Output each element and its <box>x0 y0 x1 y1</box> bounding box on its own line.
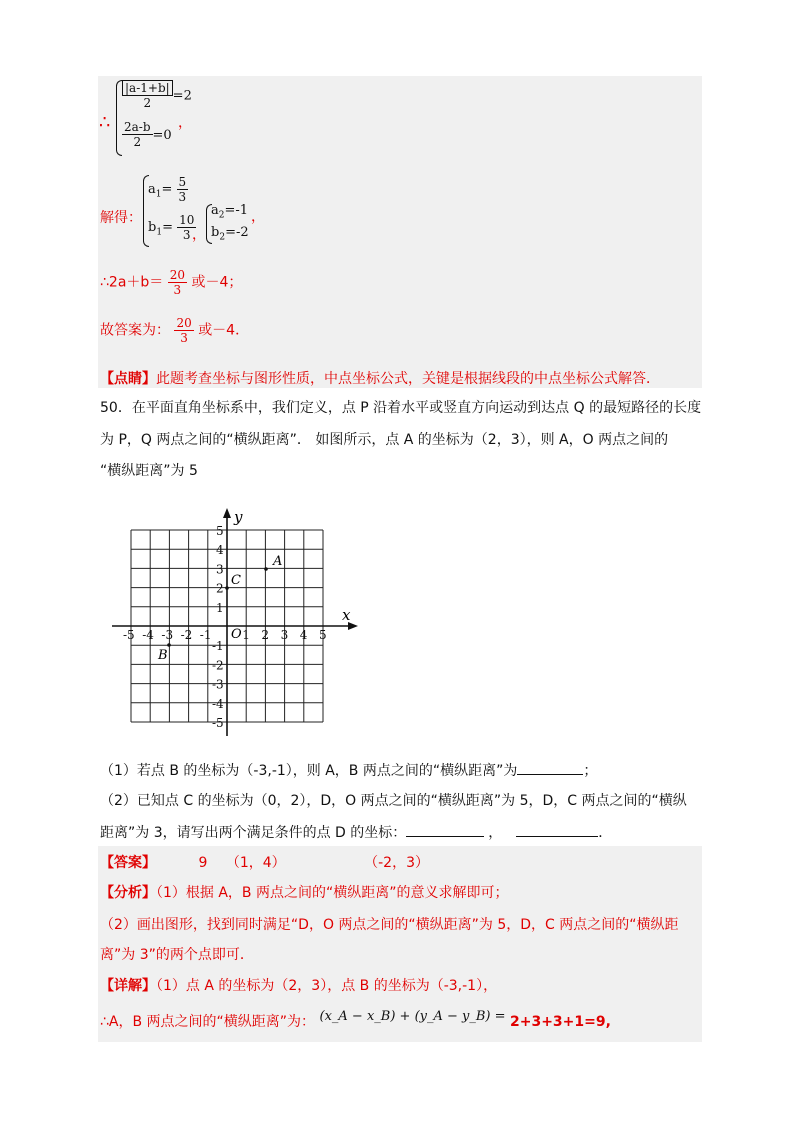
point-B-label: B <box>158 648 168 663</box>
y-tick-label: 1 <box>216 600 224 615</box>
x-tick-label: -1 <box>199 628 212 642</box>
analysis-line-1: 【分析】（1）根据 A，B 两点之间的“横纵距离”的意义求解即可； <box>100 885 509 901</box>
therefore-symbol: ∴ <box>99 112 111 133</box>
answer-line: 故答案为： $\frac{20}{3}$ 或－4． <box>100 316 250 345</box>
result-line: ∴2a＋b＝ $\frac{20}{3}$ 或－4； <box>100 268 243 297</box>
solution-b1: $b_1=$ $\frac{10}{3}$ <box>148 213 195 242</box>
y-tick-label: -2 <box>212 658 224 673</box>
answer-blank-3[interactable] <box>516 822 598 837</box>
detail-line-1: 【详解】（1）点 A 的坐标为（2，3），点 B 的坐标为（-3,-1）， <box>100 978 498 994</box>
x-tick-label: 3 <box>280 628 289 642</box>
x-tick-label: 2 <box>261 628 270 642</box>
y-tick-label: 2 <box>216 581 224 596</box>
point-C-label: C <box>231 573 241 588</box>
x-tick-label: -2 <box>180 628 193 642</box>
point-C-dot <box>225 586 229 590</box>
y-tick-label: 4 <box>216 543 224 558</box>
point-B-dot <box>167 643 171 647</box>
detail-line-2: ∴A，B 两点之间的“横纵距离”为： (x_A − x_B) + (y_A − y_B) = 2+3+3+1=9, <box>100 1009 611 1030</box>
point-A-label: A <box>273 554 283 569</box>
solution-b2: $b_2=-2$ <box>211 225 249 243</box>
solution-a2: $a_2=-1$ <box>211 203 249 221</box>
y-tick-label: -3 <box>212 677 224 692</box>
y-tick-label: -1 <box>212 639 224 654</box>
comment-line: 【点睛】此题考查坐标与图形性质，中点坐标公式，关键是根据线段的中点坐标公式解答． <box>100 371 660 387</box>
x-tick-label: 5 <box>319 628 327 642</box>
y-axis-arrow <box>223 508 231 518</box>
y-tick-label: -5 <box>212 716 224 730</box>
x-tick-labels <box>123 628 327 642</box>
question-1: （1）若点 B 的坐标为（-3,-1），则 A，B 两点之间的“横纵距离”为 ； <box>100 760 597 781</box>
question-2-line-1: （2）已知点 C 的坐标为（0，2），D，O 两点之间的“横纵距离”为 5，D，C 两点之间的“横纵 <box>100 793 687 809</box>
comma: ， <box>192 227 206 243</box>
equation-2: $\frac{2a-b}{2}$ =0 <box>124 120 172 149</box>
y-tick-label: 3 <box>216 562 224 577</box>
solve-label: 解得： <box>100 210 142 226</box>
analysis-line-2: （2）画出图形，找到同时满足“D，O 两点之间的“横纵距离”为 5，D，C 两点之间的“横纵距 <box>100 917 679 933</box>
comma: ， <box>251 209 265 225</box>
coordinate-grid <box>108 508 368 740</box>
x-tick-label: -3 <box>161 628 174 642</box>
x-axis-label: x <box>342 606 351 624</box>
origin-label: O <box>231 627 242 642</box>
problem-line-3: “横纵距离”为 5 <box>100 463 198 479</box>
point-A-dot <box>264 567 268 571</box>
answer-line: 【答案】 9 （1，4） （-2，3） <box>100 855 429 871</box>
question-2-line-2: 距离”为 3，请写出两个满足条件的点 D 的坐标： ， ． <box>100 822 612 843</box>
answer-blank-1[interactable] <box>517 760 583 775</box>
solution-a1: $a_1=$ $\frac{5}{3}$ <box>148 175 187 204</box>
y-axis-label: y <box>234 508 243 526</box>
y-tick-label: -4 <box>212 696 224 711</box>
y-tick-label: 5 <box>216 524 224 538</box>
x-tick-label: -4 <box>142 628 154 642</box>
analysis-line-3: 离”为 3”的两个点即可． <box>100 947 254 963</box>
equation-1: $\frac{|a-1+b|}{2}$ =2 <box>122 80 192 110</box>
comma: ， <box>178 115 192 131</box>
problem-line-1: 50．在平面直角坐标系中，我们定义，点 P 沿着水平或竖直方向运动到达点 Q 的最短路径的长度 <box>100 400 702 416</box>
x-tick-label: -5 <box>123 628 135 642</box>
x-tick-label: 4 <box>299 628 308 642</box>
answer-blank-2[interactable] <box>406 822 484 837</box>
y-tick-labels <box>212 524 224 730</box>
problem-line-2: 为 P，Q 两点之间的“横纵距离”． 如图所示，点 A 的坐标为（2，3），则 A，O 两点之间的 <box>100 432 669 448</box>
detail-formula: (x_A − x_B) + (y_A − y_B) = <box>319 1009 506 1024</box>
x-tick-label: 1 <box>242 628 250 642</box>
